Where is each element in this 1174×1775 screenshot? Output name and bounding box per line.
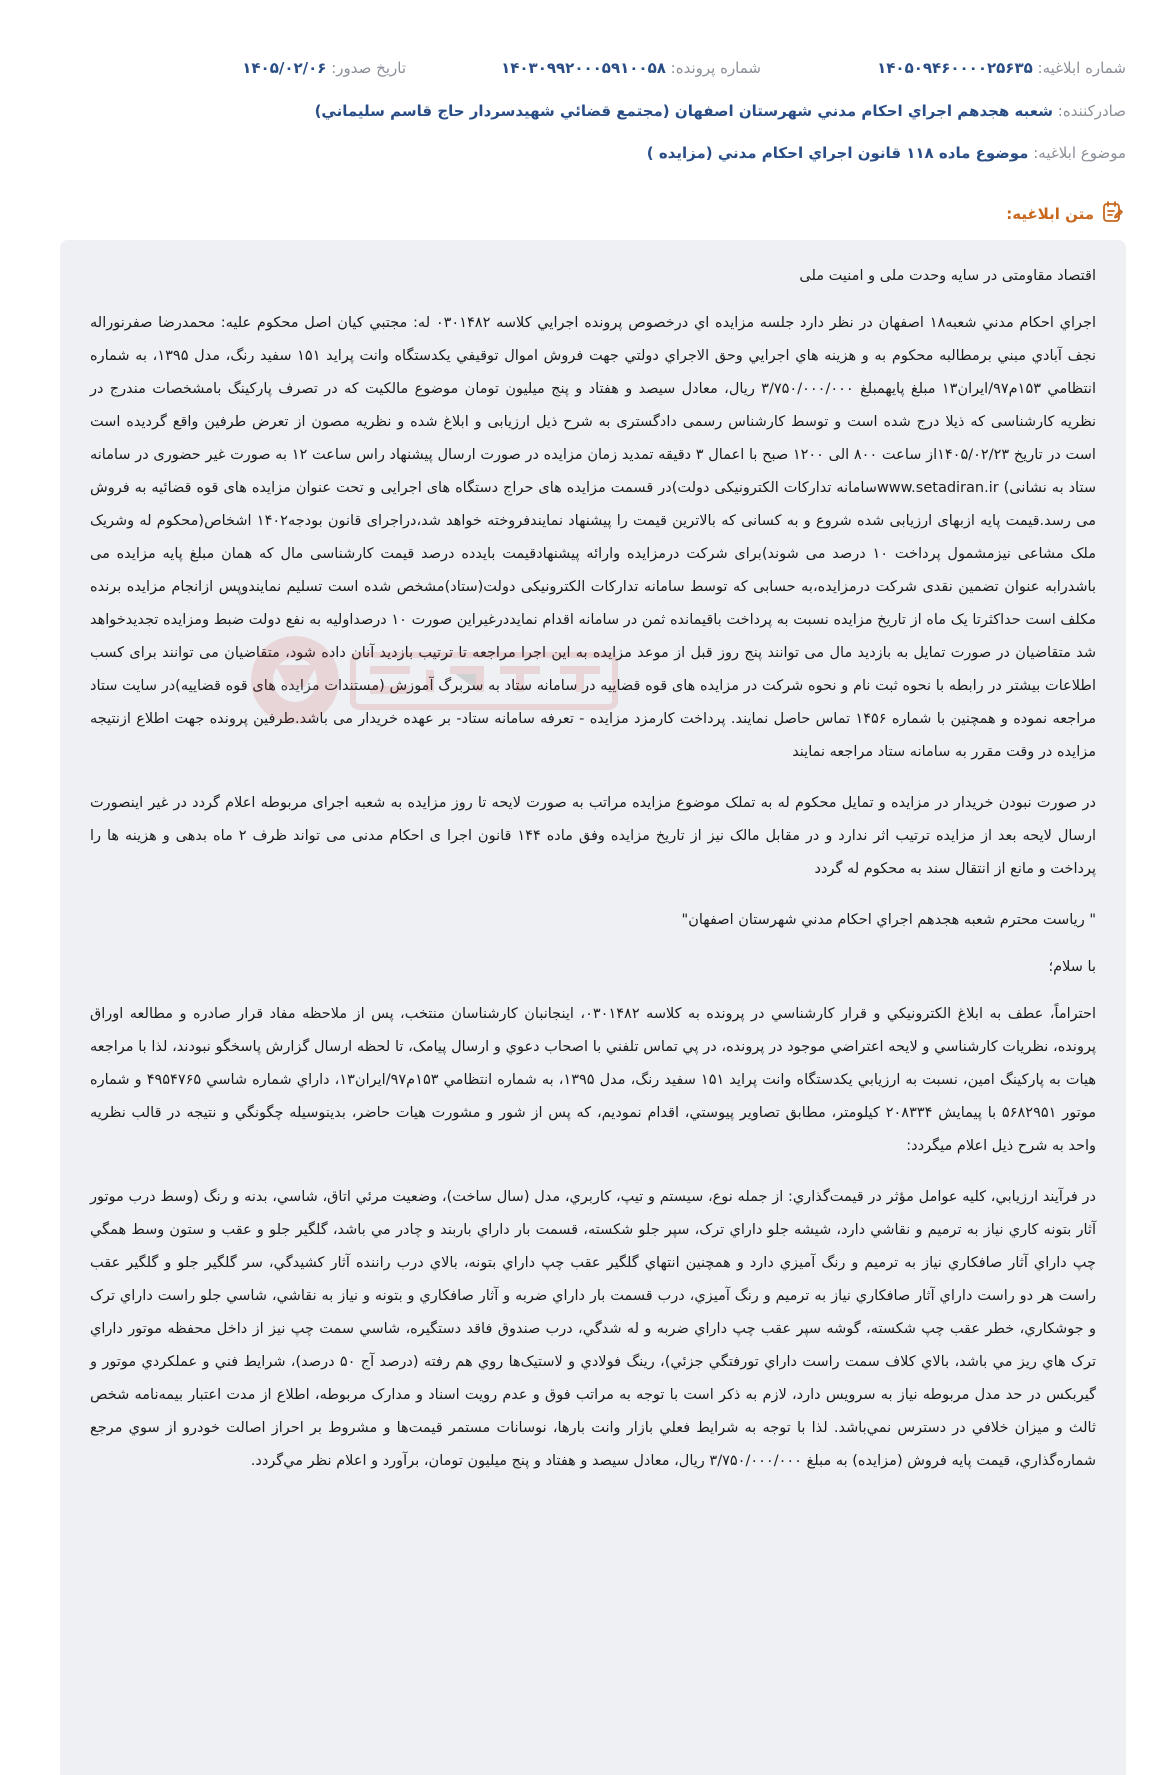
paragraph-evaluation: در فرآيند ارزيابي، كليه عوامل مؤثر در قيمت‌گذاري: از جمله نوع، سيستم و تيپ، كاربري، مدل (سال ساخت)، وضعيت مرئي اتاق، شاسي، بدنه و رنگ (وسط درب موتور آثار بتونه كاري نياز به ترميم و نقاشي دارد، شيشه جلو داراي ترک، سپر جلو شكسته، قسمت بار داراي باربند و چادر مي باشد، گلگير جلو و عقب و ستون وسط همگي چپ داراي آثار صافكاري نياز به ترميم و رنگ آميزي دارد و همچنين انتهاي گلگير عقب چپ داراي بتونه، بالاي درب راننده آثار كشيدگي، سر گلگير جلو و گلگير عقب راست هر دو راست داراي آثار صافكاري نياز به ترميم و رنگ آميزي، درب قسمت بار داراي ضربه و آثار صافكاري و بتونه و نياز به نقاشي، شاسي جلو راست داراي ترک و جوشكاري، خطر عقب چپ شكسته، گوشه سپر عقب چپ داراي ضربه و له شدگي، درب صندوق فاقد دستگيره، شاسي سمت چپ نيز از داخل محفظه موتور داراي ترک هاي ريز مي باشد، بالاي كلاف سمت راست داراي تورفتگي جزئي)، رينگ فولادي و لاستيک‌ها روي هم رفته (درصد آج ۵۰ درصد)، شرايط فني و عملكردي موتور و گيربكس در حد مدل مربوطه نياز به سرويس دارد، لازم به ذكر است با توجه به مراتب فوق و عدم رويت اسناد و مدارک مربوطه، اطلاع از مدت اعتبار بيمه‌نامه شخص ثالث و ميزان خلافي در دسترس نمي‌باشد. لذا با توجه به شرايط فعلي بازار وانت بارها، نوسانات مستمر قيمت‌ها و مشروط بر احراز اصالت خودرو از سوي مرجع شماره‌گذاري، قيمت پايه فروش (مزايده) به مبلغ ۳/۷۵۰/۰۰۰/۰۰۰ ريال، معادل سيصد و هفتاد و پنج ميليون تومان، برآورد و اعلام نظر مي‌گردد.: [90, 1189, 1096, 1469]
issue-date: [242, 57, 406, 79]
paragraph-greeting: با سلام؛: [1048, 959, 1096, 975]
subject-value: موضوع ماده ۱۱۸ قانون اجراي احکام مدني (مزايده ): [646, 144, 1029, 162]
issuer-value: شعبه هجدهم اجراي احکام مدني شهرستان اصفهان (مجتمع قضائي شهيدسردار حاج قاسم سليماني): [314, 102, 1053, 120]
case-number-label: شماره پرونده:: [670, 59, 761, 77]
subject-label: موضوع ابلاغيه:: [1033, 144, 1126, 162]
paragraph-no-buyer: در صورت نبودن خريدار در مزايده و تمايل محكوم له به تملک موضوع مزايده مراتب به صورت لايحه تا روز مزايده به شعبه اجرای مربوطه اعلام گردد در غير اينصورت ارسال لايحه بعد از مزايده ترتيب اثر ندارد و در مقابل مالک نيز از تاريخ مزايده وفق ماده ۱۴۴ قانون اجرا ی احكام مدنی می تواند ظرف ۲ ماه بدهی و هزينه ها را پرداخت و مانع از انتقال سند به محكوم له گردد: [90, 795, 1096, 877]
slogan: اقتصاد مقاومتی در سایه وحدت ملی و امنیت ملی: [799, 268, 1096, 284]
case-number-value: ۱۴۰۳۰۹۹۲۰۰۰۵۹۱۰۰۵۸: [501, 59, 666, 77]
issue-date-label: تاريخ صدور:: [331, 59, 406, 77]
case-number: [501, 57, 761, 79]
issuer-label: صادرکننده:: [1057, 102, 1126, 120]
paragraph-addressee: " رياست محترم شعبه هجدهم اجراي احكام مدني شهرستان اصفهان": [681, 912, 1096, 928]
section-title: [1006, 199, 1126, 229]
notice-body: [60, 240, 1126, 1775]
issue-date-value: ۱۴۰۵/۰۲/۰۶: [242, 59, 327, 77]
paragraph-auction: اجراي احكام مدني شعبه۱۸ اصفهان در نظر دارد جلسه مزايده اي درخصوص پرونده اجرايي كلاسه ۰۳۰۱۴۸۲ له: مجتبي كيان اصل محكوم عليه: محمدرضا صفرنوراله نجف آبادي مبني برمطالبه محكوم به و هزينه هاي اجرايي وحق الاجراي دولتي جهت فروش اموال توقيفي يكدستگاه وانت پرايد ۱۵۱ سفيد رنگ، مدل ۱۳۹۵، به شماره انتظامي ۱۵۳م۹۷/ايران۱۳ مبلغ پايهمبلغ ۳/۷۵۰/۰۰۰/۰۰۰ ريال، معادل سيصد و هفتاد و پنج ميليون تومان موضوع مالكيت كه در تصرف پاركينگ بامشخصات مندرج در نظريه كارشناسی كه ذيلا درج شده است و توسط كارشناس رسمی دادگستری به شرح ذيل ارزيابی و ابلاغ شده و نظريه مصون از تعرض طرفين واقع گرديده است است در تاريخ ۱۴۰۵/۰۲/۲۳از ساعت ۸۰۰ الی ۱۲۰۰ صبح با اعمال ۳ دقيقه تمديد زمان مزايده در صورت ارسال پيشنهاد راس ساعت ۱۲ به صورت غير حضوری در سامانه ستاد به نشانی) www.setadiran.irسامانه تداركات الكترونيكی دولت)در قسمت مزايده های حراج دستگاه های اجرايی و تحت عنوان مزايده های قوه قضائيه به فروش می رسد.قيمت پايه ازبهای ارزيابی شده شروع و به كسانی كه بالاترين قيمت را پيشنهاد نمايندفروخته خواهد شد،دراجرای قانون بودجه۱۴۰۲ اشخاص(محكوم له وشريک ملک مشاعی نيزمشمول پرداخت ۱۰ درصد می شوند)برای شركت درمزايده وارائه پيشنهادقيمت بايدده درصد قيمت كارشناسی مال كه همان مبلغ پايه مزايده می باشدرابه عنوان تضمين نقدی شركت درمزايده،به حسابی كه توسط سامانه تداركات الكترونيكی دولت(ستاد)مشخص شده است تسليم نمايندوپس ازانجام مزايده برنده مكلف است حداكثرتا يک ماه از تاريخ مزايده نسبت به پرداخت باقيمانده ثمن در سامانه اقدام نمايددرغيراين صورت ۱۰ درصداوليه به نفع دولت ضبط ومزايده تجديدخواهد شد متقاضيان در صورت تمايل به بازديد مال می توانند پنج روز قبل از موعد مزايده به اين اجرا مراجعه تا ترتيب بازديد آنان داده شود، متقاضيان می توانند برای كسب اطلاعات بيشتر در رابطه با نحوه ثبت نام و نحوه شركت در مزايده های قوه قضاييه در سامانه ستاد به سربرگ آموزش (مستندات مزايده های قوه قضاييه)در سايت ستاد مراجعه نموده و همچنين با شماره ۱۴۵۶ تماس حاصل نمايند. پرداخت كارمزد مزايده - تعرفه سامانه ستاد- بر عهده خريدار می باشد.طرفين پرونده جهت اطلاع ازنتيجه مزايده در وقت مقرر به سامانه ستاد مراجعه نمايند: [90, 315, 1097, 760]
notice-number: [877, 57, 1126, 79]
document-edit-icon: [1100, 199, 1126, 229]
section-title-text: متن ابلاغيه:: [1006, 205, 1094, 223]
notice-number-label: شماره ابلاغيه:: [1037, 59, 1126, 77]
paragraph-expert-report: احتراماً، عطف به ابلاغ الكترونيكي و قرار كارشناسي در پرونده به كلاسه ۰۳۰۱۴۸۲، اينجانبان كارشناسان منتخب، پس از ملاحظه مفاد قرار صادره و مطالعه اوراق پرونده، نظريات كارشناسي و لايحه اعتراضي موجود در پرونده، در پي تماس تلفني با اصحاب دعوي و ارسال پيامک، تا لحظه ارسال گزارش پاسخگو نبودند، لذا با مراجعه هيات به پاركينگ امين، نسبت به ارزيابي يكدستگاه وانت پرايد ۱۵۱ سفيد رنگ، مدل ۱۳۹۵، به شماره انتظامي ۱۵۳م۹۷/ايران۱۳، داراي شماره شاسي ۴۹۵۴۷۶۵ و شماره موتور ۵۶۸۲۹۵۱ با پيمايش ۲۰۸۳۳۴ كيلومتر، مطابق تصاوير پيوستي، اقدام نموديم، كه پس از شور و مشورت هيات حاضر، بدينوسيله چگونگي و نتيجه در قالب نظريه واحد به شرح ذيل اعلام ميگردد:: [90, 1006, 1097, 1154]
notice-number-value: ۱۴۰۵۰۹۴۶۰۰۰۰۲۵۶۳۵: [877, 59, 1033, 77]
subject-row: [60, 142, 1126, 164]
issuer-row: [60, 100, 1126, 122]
